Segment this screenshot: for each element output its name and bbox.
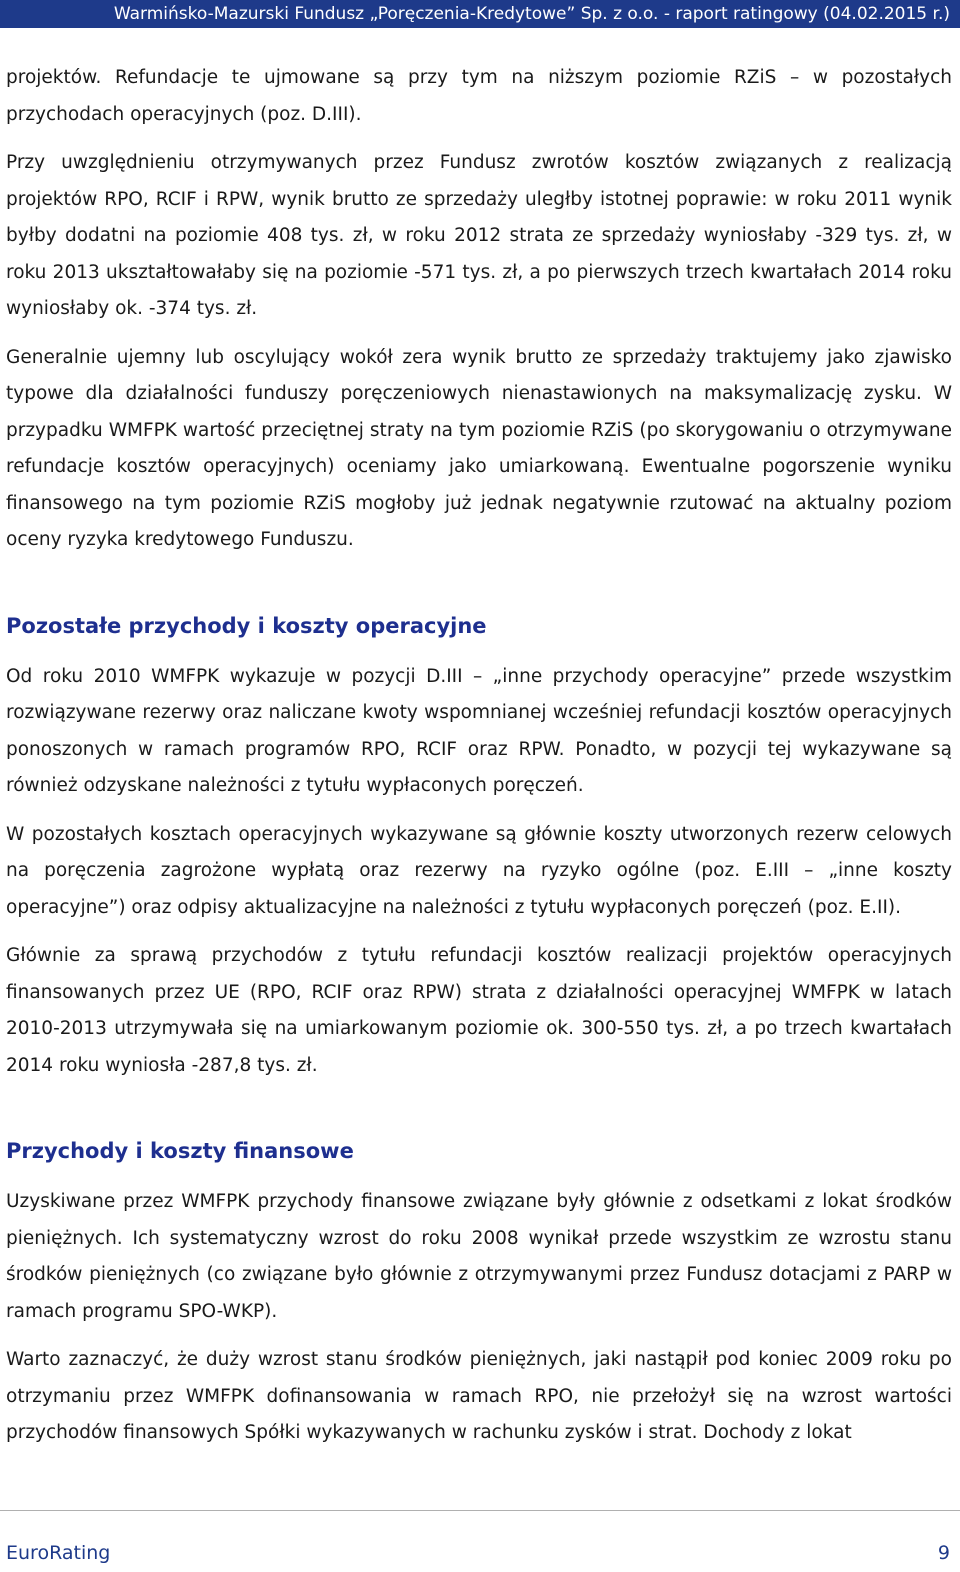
paragraph: Uzyskiwane przez WMFPK przychody finansowe związane były głównie z odsetkami z lokat środków pieniężnych. Ich systematyczny wzrost do roku 2008 wynikał przede wszystkim ze wzrostu stanu środków pieniężnych (co związane było głównie z otrzymywanymi przez Fundusz dotacjami z PARP w ramach programu SPO-WKP).	[6, 1191, 952, 1322]
paragraph: Głównie za sprawą przychodów z tytułu refundacji kosztów realizacji projektów operacyjnych finansowanych przez UE (RPO, RCIF oraz RPW) strata z działalności operacyjnej WMFPK w latach 2010-2013 utrzymywała się na umiarkowanym poziomie ok. 300-550 tys. zł, a po trzech kwartałach 2014 roku wyniosła -287,8 tys. zł.	[6, 945, 952, 1076]
page-number: 9	[937, 1542, 950, 1564]
paragraph: projektów. Refundacje te ujmowane są przy tym na niższym poziomie RZiS – w pozostałych przychodach operacyjnych (poz. D.III).	[6, 67, 952, 125]
section-heading: Przychody i koszty finansowe	[6, 1139, 354, 1163]
report-title: Warmińsko-Mazurski Fundusz „Poręczenia-Kredytowe” Sp. z o.o. - raport ratingowy (04.02.2015 r.)	[113, 4, 950, 24]
footer-brand: EuroRating	[6, 1542, 111, 1564]
paragraph: Warto zaznaczyć, że duży wzrost stanu środków pieniężnych, jaki nastąpił pod koniec 2009 roku po otrzymaniu przez WMFPK dofinansowania w ramach RPO, nie przełożył się na wzrost wartości przychodów finansowych Spółki wykazywanych w rachunku zysków i strat. Dochody z lokat	[6, 1349, 952, 1443]
document-body	[6, 60, 952, 1452]
section-heading: Pozostałe przychody i koszty operacyjne	[6, 613, 487, 638]
paragraph: Generalnie ujemny lub oscylujący wokół zera wynik brutto ze sprzedaży traktujemy jako zjawisko typowe dla działalności funduszy poręczeniowych nienastawionych na maksymalizację zysku. W przypadku WMFPK wartość przeciętnej straty na tym poziomie RZiS (po skorygowaniu o otrzymywane refundacje kosztów operacyjnych) oceniamy jako umiarkowaną. Ewentualne pogorszenie wyniku finansowego na tym poziomie RZiS mogłoby już jednak negatywnie rzutować na aktualny poziom oceny ryzyka kredytowego Funduszu.	[6, 346, 952, 550]
paragraph: Przy uwzględnieniu otrzymywanych przez Fundusz zwrotów kosztów związanych z realizacją projektów RPO, RCIF i RPW, wynik brutto ze sprzedaży uległby istotnej poprawie: w roku 2011 wynik byłby dodatni na poziomie 408 tys. zł, w roku 2012 strata ze sprzedaży wyniosłaby -329 tys. zł, w roku 2013 ukształtowałaby się na poziomie -571 tys. zł, a po pierwszych trzech kwartałach 2014 roku wyniosłaby ok. -374 tys. zł.	[6, 152, 952, 319]
paragraph: Od roku 2010 WMFPK wykazuje w pozycji D.III – „inne przychody operacyjne” przede wszystkim rozwiązywane rezerwy oraz naliczane kwoty wspomnianej wcześniej refundacji kosztów operacyjnych ponoszonych w ramach programów RPO, RCIF oraz RPW. Ponadto, w pozycji tej wykazywane są również odzyskane należności z tytułu wypłaconych poręczeń.	[6, 665, 952, 796]
page-footer	[0, 1510, 960, 1572]
paragraph: W pozostałych kosztach operacyjnych wykazywane są głównie koszty utworzonych rezerw celowych na poręczenia zagrożone wypłatą oraz rezerwy na ryzyko ogólne (poz. E.III – „inne koszty operacyjne”) oraz odpisy aktualizacyjne na należności z tytułu wypłaconych poręczeń (poz. E.II).	[6, 823, 952, 918]
page-header	[0, 0, 960, 28]
footer-divider	[0, 1510, 960, 1511]
